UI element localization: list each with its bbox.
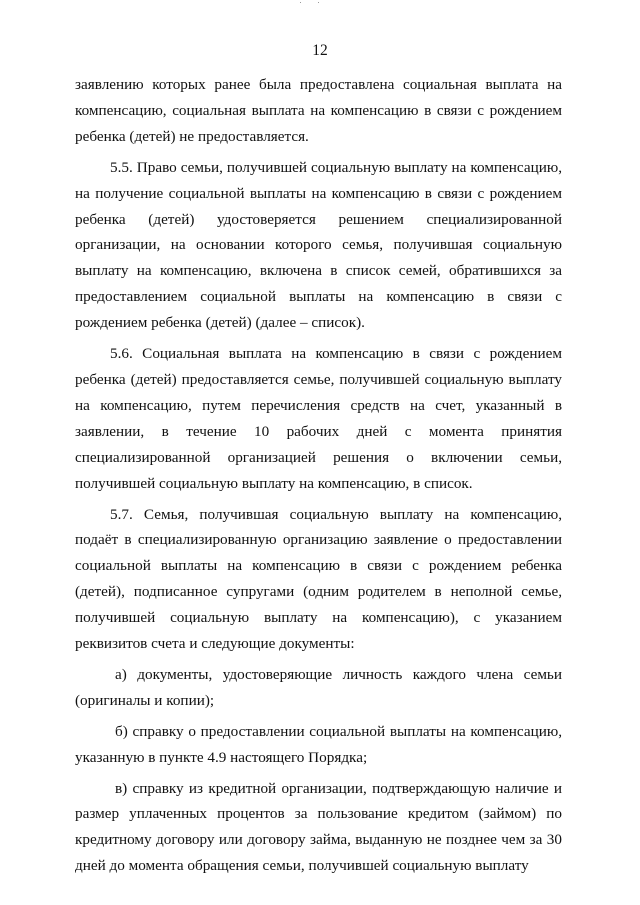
list-item-a: а) документы, удостоверяющие личность каждого члена семьи (оригиналы и копии); [75, 665, 562, 709]
scan-artifact [300, 2, 301, 3]
paragraph-5-6: 5.6. Социальная выплата на компенсацию в связи с рождением ребенка (детей) предоставляется семье, получившей социальную выплату на компенсацию, путем перечисления средств на счет, указанный в заявлении, в течение 10 рабочих дней с момента принятия специализированной организацией решения о включении семьи, получившей социальную выплату на компенсацию, в список. [75, 345, 562, 492]
paragraph-continuation: заявлению которых ранее была предоставлена социальная выплата на компенсацию, социальная выплата на компенсацию в связи с рождением ребенка (детей) не предоставляется. [75, 76, 562, 145]
scan-artifact [318, 2, 319, 3]
paragraph-5-5: 5.5. Право семьи, получившей социальную выплату на компенсацию, на получение социальной выплаты на компенсацию в связи с рождением ребенка (детей) удостоверяется решением специализированной организации, на основании которого семья, получившая социальную выплату на компенсацию, включена в список семей, обратившихся за предоставлением социальной выплаты на компенсацию в связи с рождением ребенка (детей) (далее – список). [75, 158, 562, 332]
document-body [75, 72, 562, 884]
list-item-b: б) справку о предоставлении социальной выплаты на компенсацию, указанную в пункте 4.9 настоящего Порядка; [75, 722, 562, 766]
list-item-v: в) справку из кредитной организации, подтверждающую наличие и размер уплаченных процентов за пользование кредитом (займом) по кредитному договору или договору займа, выданную не позднее чем за 30 дней до момента обращения семьи, получившей социальную выплату [75, 779, 562, 875]
paragraph-5-7: 5.7. Семья, получившая социальную выплату на компенсацию, подаёт в специализированную организацию заявление о предоставлении социальной выплаты на компенсацию в связи с рождением ребенка (детей), подписанное супругами (одним родителем в неполной семье, получившей социальную выплату на компенсацию), с указанием реквизитов счета и следующие документы: [75, 505, 562, 653]
page-number: 12 [312, 42, 328, 59]
